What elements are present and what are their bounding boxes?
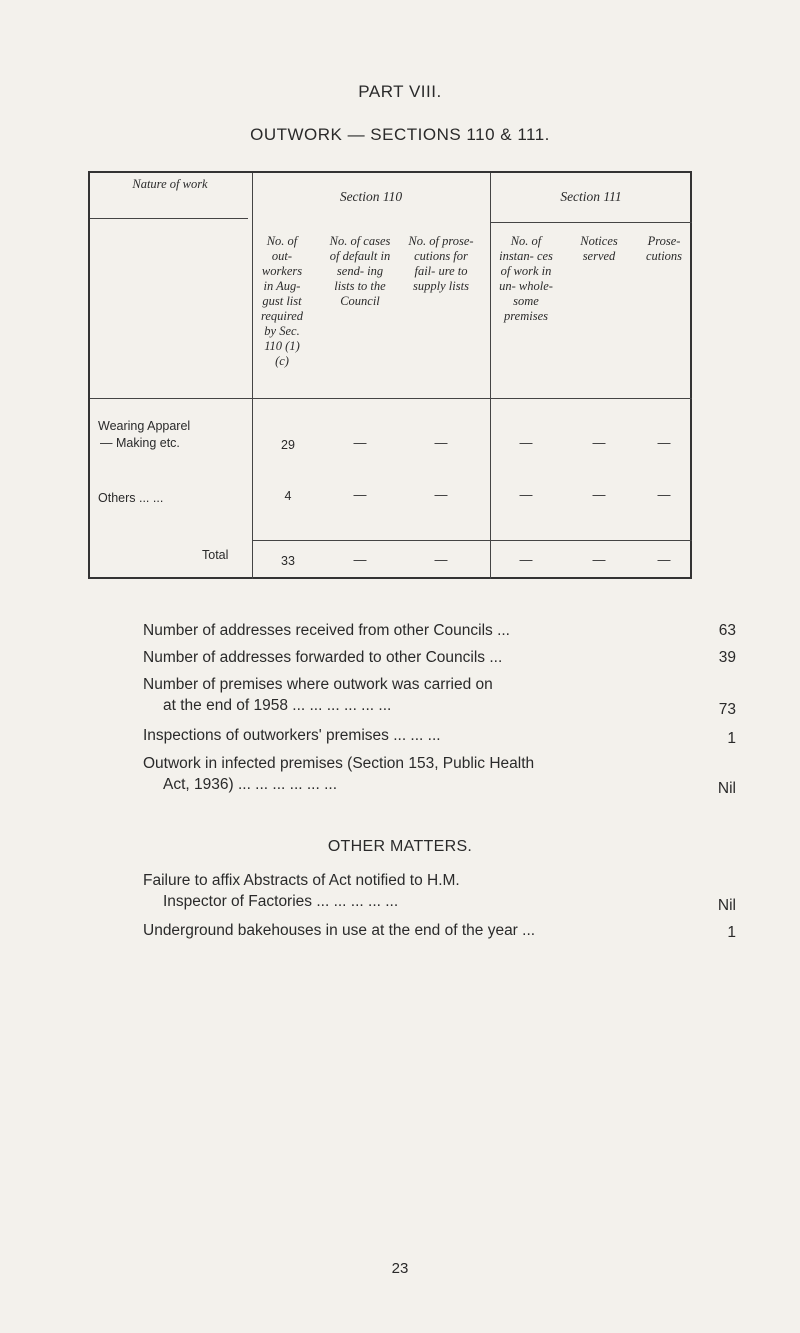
stat-line-cont: at the end of 1958 ... ... ... ... ... ...	[163, 697, 392, 714]
stat-line: Number of addresses forwarded to other Councils ...	[143, 649, 503, 666]
matter-line: Underground bakehouses in use at the end of the year ...	[143, 922, 536, 939]
total-label: Total	[202, 548, 229, 562]
col-rule-2	[490, 173, 491, 579]
stat-line: Number of premises where outwork was carried on	[143, 676, 493, 693]
part-heading: PART VIII.	[358, 82, 442, 101]
header-col-prosecutions-110: No. of prose- cutions for fail- ure to supply lists	[408, 234, 474, 293]
stat-value: 1	[727, 730, 736, 747]
row-label-cont: — Making etc.	[100, 436, 180, 450]
header-section-110: Section 110	[339, 189, 403, 204]
page-number: 23	[391, 1260, 409, 1277]
table-cell: —	[434, 487, 448, 502]
matter-line: Failure to affix Abstracts of Act notified to H.M.	[143, 872, 460, 889]
rule-total-top	[252, 540, 692, 541]
header-col-outworkers: No. of out- workers in Aug- gust list required by Sec. 110 (1) (c)	[260, 234, 304, 368]
table-cell: —	[592, 435, 606, 450]
stat-line: Outwork in infected premises (Section 153, Public Health	[143, 755, 535, 772]
outwork-table	[88, 171, 692, 579]
stat-value: 63	[718, 622, 736, 639]
rule-header-s111	[490, 222, 692, 223]
table-cell: —	[657, 552, 671, 567]
rule-col1	[258, 398, 308, 399]
table-cell: 29	[281, 438, 295, 452]
header-col-default: No. of cases of default in send- ing lists to the Council	[329, 234, 391, 308]
table-cell: —	[353, 435, 367, 450]
table-cell: 4	[284, 489, 292, 503]
other-matters-heading: OTHER MATTERS.	[327, 838, 473, 855]
table-cell: —	[434, 435, 448, 450]
table-cell: —	[657, 435, 671, 450]
table-cell: —	[592, 487, 606, 502]
stat-value: 73	[718, 701, 736, 718]
row-label: Others ... ...	[98, 491, 164, 505]
section-heading: OUTWORK — SECTIONS 110 & 111.	[250, 125, 550, 144]
stat-line: Inspections of outworkers' premises ... ... ...	[143, 727, 441, 744]
table-cell: —	[519, 552, 533, 567]
stat-value: Nil	[717, 780, 736, 797]
table-cell: —	[519, 487, 533, 502]
stat-line-cont: Act, 1936) ... ... ... ... ... ...	[163, 776, 338, 793]
table-cell: —	[353, 552, 367, 567]
stat-value: 39	[718, 649, 736, 666]
header-section-111: Section 111	[560, 189, 622, 204]
matter-value: Nil	[717, 897, 736, 914]
stat-line: Number of addresses received from other Councils ...	[143, 622, 510, 639]
table-cell: —	[519, 435, 533, 450]
rule-subheader	[90, 398, 692, 399]
rule-header-nature	[90, 218, 248, 219]
table-cell: —	[657, 487, 671, 502]
table-cell: —	[592, 552, 606, 567]
table-cell: —	[353, 487, 367, 502]
header-col-prosecutions-111: Prose- cutions	[645, 234, 683, 263]
table-cell: 33	[281, 554, 295, 568]
header-col-notices: Notices served	[580, 234, 618, 263]
table-cell: —	[434, 552, 448, 567]
matter-line-cont: Inspector of Factories ... ... ... ... ...	[163, 893, 399, 910]
col-rule-1	[252, 173, 253, 579]
header-nature-of-work: Nature of work	[132, 177, 208, 191]
header-col-unwholesome: No. of instan- ces of work in un- whole- some premises	[499, 234, 553, 323]
row-label: Wearing Apparel	[98, 419, 191, 433]
matter-value: 1	[727, 924, 736, 941]
